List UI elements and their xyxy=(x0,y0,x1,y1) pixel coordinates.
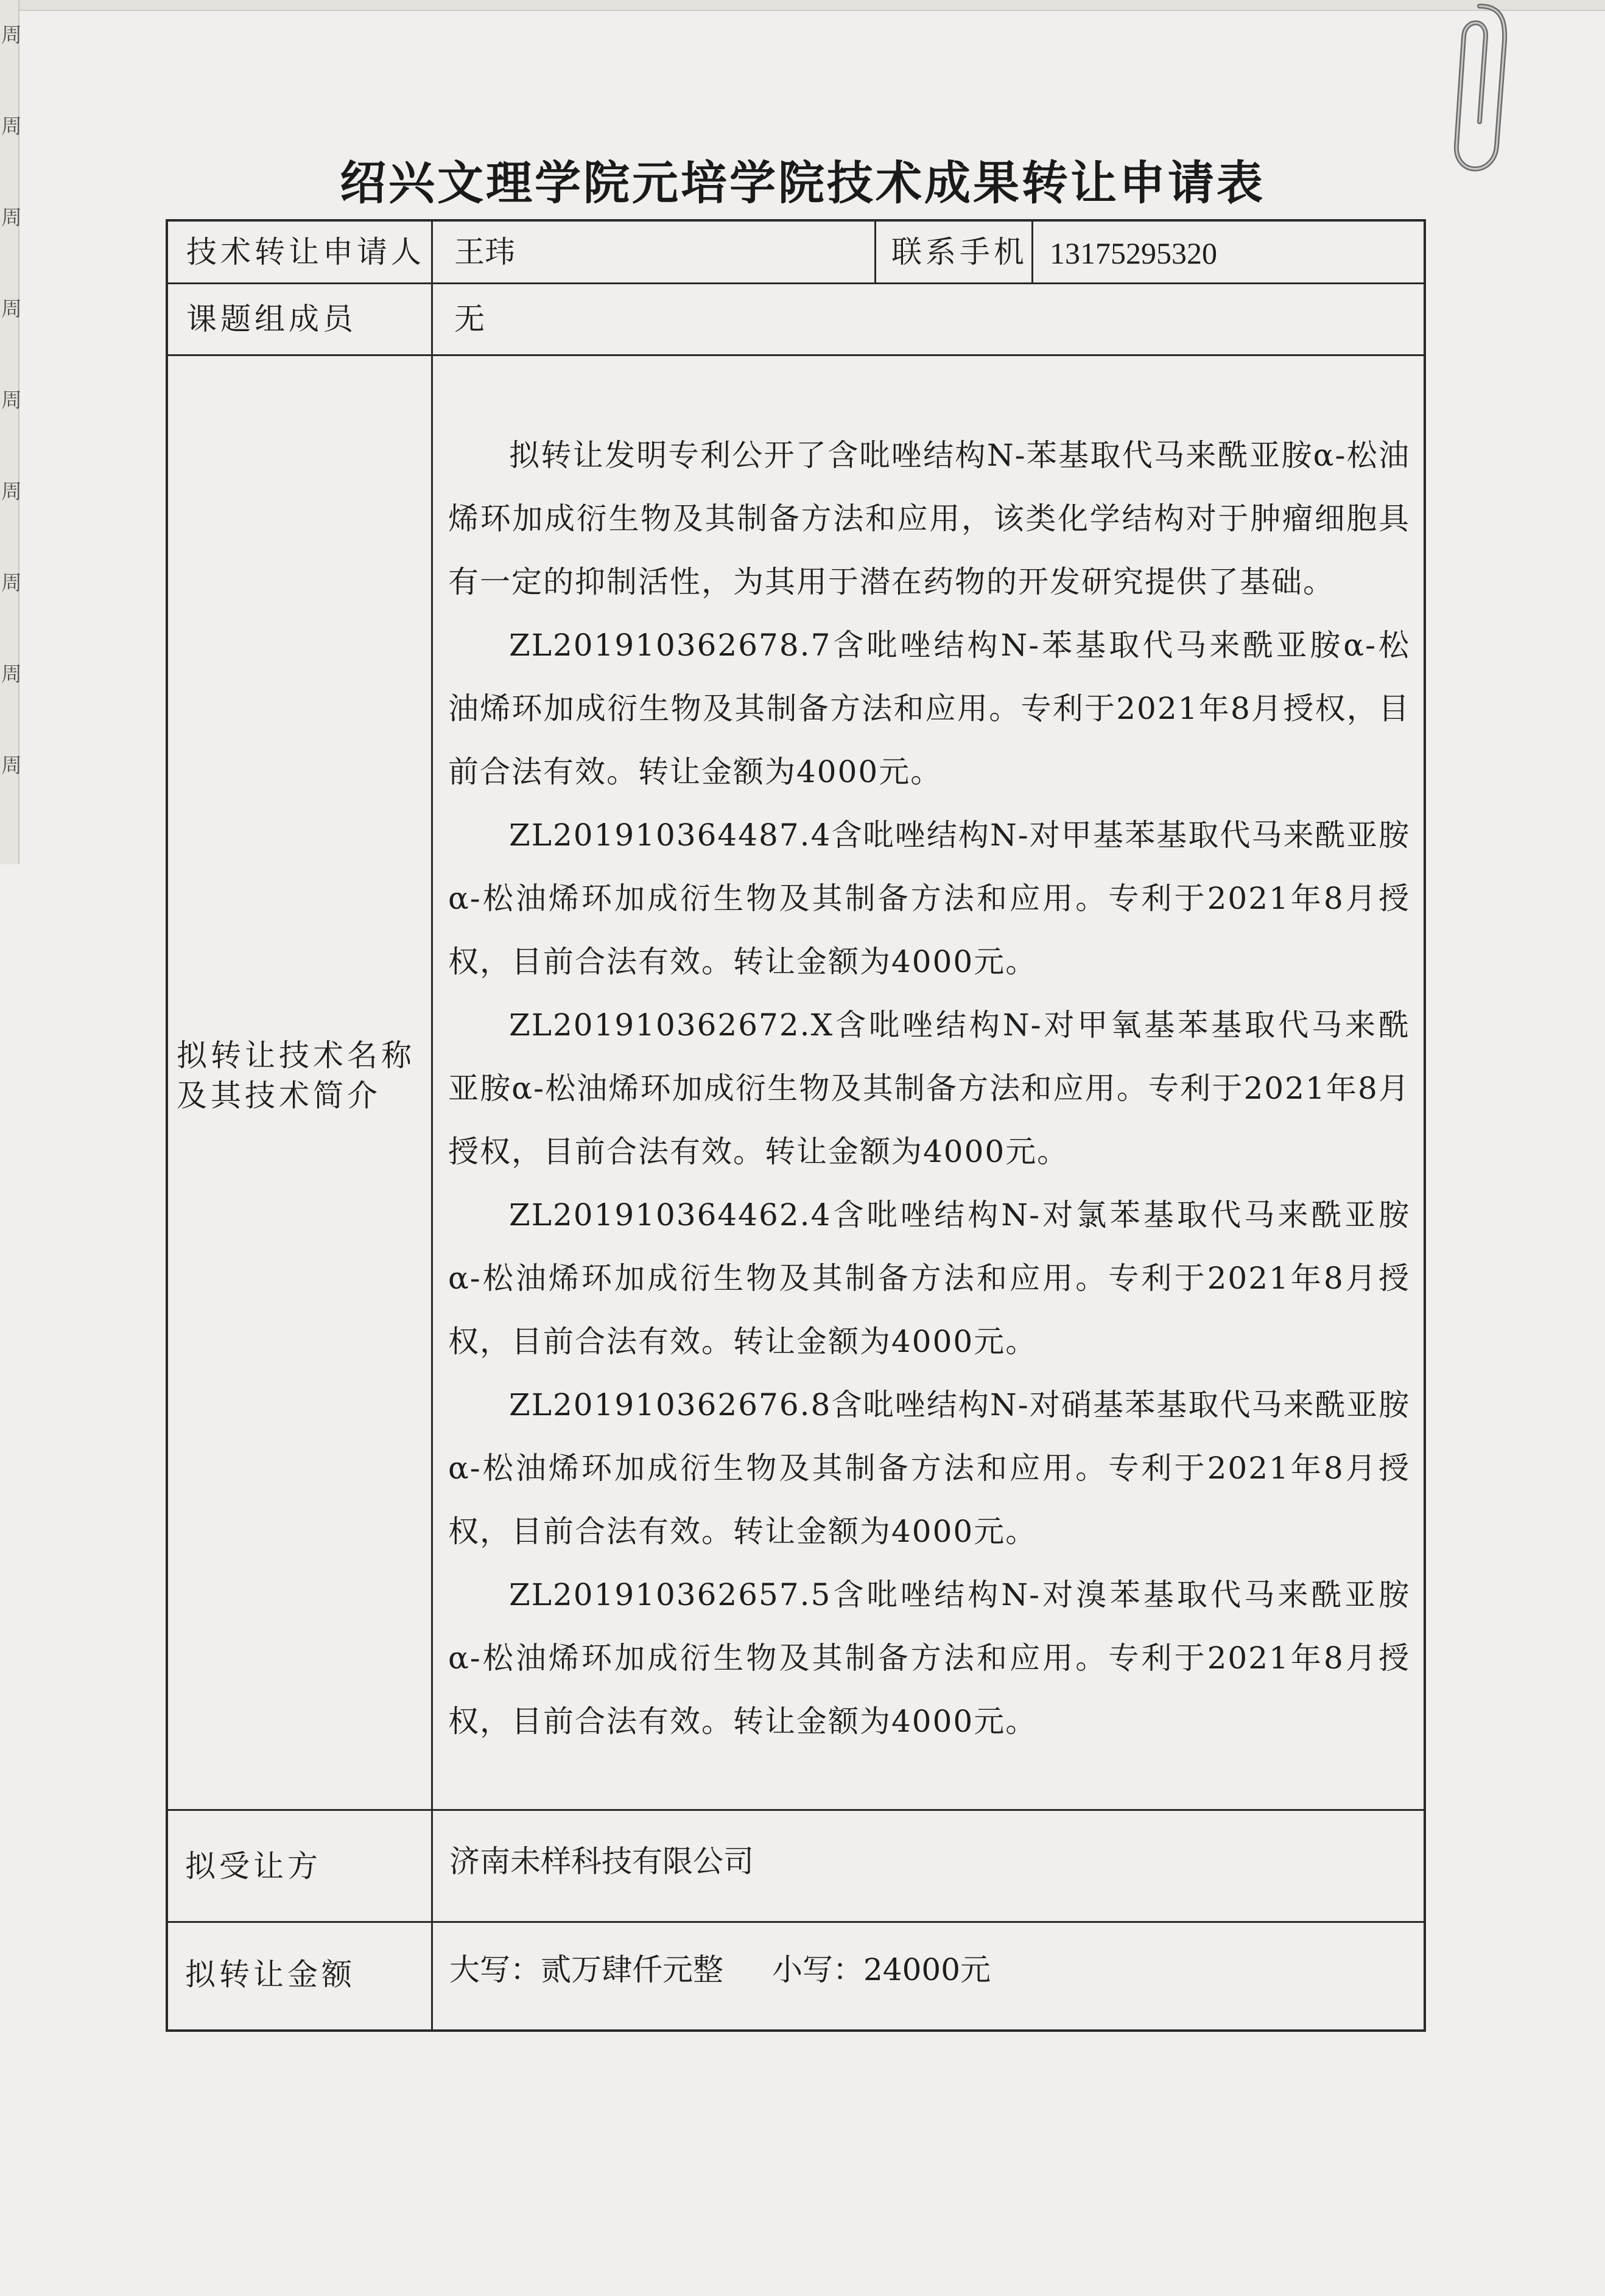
row-divider xyxy=(168,282,1424,284)
amount-upper-label: 大写： xyxy=(449,1952,541,1987)
tech-paragraph: ZL201910362672.X含吡唑结构N-对甲氧基苯基取代马来酰亚胺α-松油烯环加成衍生物及其制备方法和应用。专利于2021年8月授权，目前合法有效。转让金额为4000元。 xyxy=(448,1007,1410,1169)
row-divider xyxy=(168,1809,1424,1811)
tech-paragraph: ZL201910364487.4含吡唑结构N-对甲基苯基取代马来酰亚胺α-松油烯环加成衍生物及其制备方法和应用。专利于2021年8月授权，目前合法有效。转让金额为4000元。 xyxy=(448,817,1410,979)
underlying-page-edge xyxy=(0,0,22,864)
amount-lower-label: 小写： xyxy=(772,1952,863,1987)
amount-label: 拟转让金额 xyxy=(185,1957,356,1992)
column-divider xyxy=(431,222,433,2029)
edge-mark: 周 xyxy=(1,571,22,595)
tech-description xyxy=(448,424,1410,1753)
tech-paragraph: ZL201910362678.7含吡唑结构N-苯基取代马来酰亚胺α-松油烯环加成衍生物及其制备方法和应用。专利于2021年8月授权，目前合法有效。转让金额为4000元。 xyxy=(448,628,1410,789)
phone-label: 联系手机 xyxy=(891,234,1028,270)
column-divider xyxy=(874,222,876,282)
tech-paragraph: 拟转让发明专利公开了含吡唑结构N-苯基取代马来酰亚胺α-松油烯环加成衍生物及其制备方法和应用，该类化学结构对于肿瘤细胞具有一定的抑制活性，为其用于潜在药物的开发研究提供了基础。 xyxy=(448,438,1410,600)
application-form-table xyxy=(166,219,1426,2032)
applicant-label: 技术转让申请人 xyxy=(186,234,425,270)
amount-lower-value: 24000元 xyxy=(863,1952,991,1987)
edge-mark: 周 xyxy=(1,754,22,778)
edge-mark: 周 xyxy=(1,388,22,413)
underlying-page-top-edge xyxy=(0,0,1605,11)
phone-value: 13175295320 xyxy=(1050,236,1217,270)
members-label: 课题组成员 xyxy=(186,301,357,337)
members-value: 无 xyxy=(454,301,485,337)
amount-upper-value: 贰万肆仟元整 xyxy=(541,1952,723,1987)
row-divider xyxy=(168,1921,1424,1923)
amount-values xyxy=(449,1951,991,1988)
edge-mark: 周 xyxy=(1,23,22,47)
edge-mark: 周 xyxy=(1,662,22,687)
tech-label-line2: 及其技术简介 xyxy=(177,1078,381,1113)
applicant-value: 王玮 xyxy=(454,234,515,270)
tech-label-line1: 拟转让技术名称 xyxy=(177,1038,415,1073)
tech-paragraph: ZL201910362676.8含吡唑结构N-对硝基苯基取代马来酰亚胺α-松油烯环加成衍生物及其制备方法和应用。专利于2021年8月授权，目前合法有效。转让金额为4000元。 xyxy=(448,1387,1410,1549)
edge-mark: 周 xyxy=(1,297,22,321)
edge-mark: 周 xyxy=(1,480,22,504)
document-title: 绍兴文理学院元培学院技术成果转让申请表 xyxy=(340,156,1265,210)
transferee-label: 拟受让方 xyxy=(185,1849,321,1884)
transferee-value: 济南未样科技有限公司 xyxy=(449,1844,754,1879)
row-divider xyxy=(168,354,1424,356)
tech-paragraph: ZL201910364462.4含吡唑结构N-对氯苯基取代马来酰亚胺α-松油烯环加成衍生物及其制备方法和应用。专利于2021年8月授权，目前合法有效。转让金额为4000元。 xyxy=(448,1197,1410,1359)
edge-mark: 周 xyxy=(1,206,22,230)
column-divider xyxy=(1031,222,1033,282)
edge-mark: 周 xyxy=(1,114,22,139)
tech-paragraph: ZL201910362657.5含吡唑结构N-对溴苯基取代马来酰亚胺α-松油烯环加成衍生物及其制备方法和应用。专利于2021年8月授权，目前合法有效。转让金额为4000元。 xyxy=(448,1577,1410,1739)
